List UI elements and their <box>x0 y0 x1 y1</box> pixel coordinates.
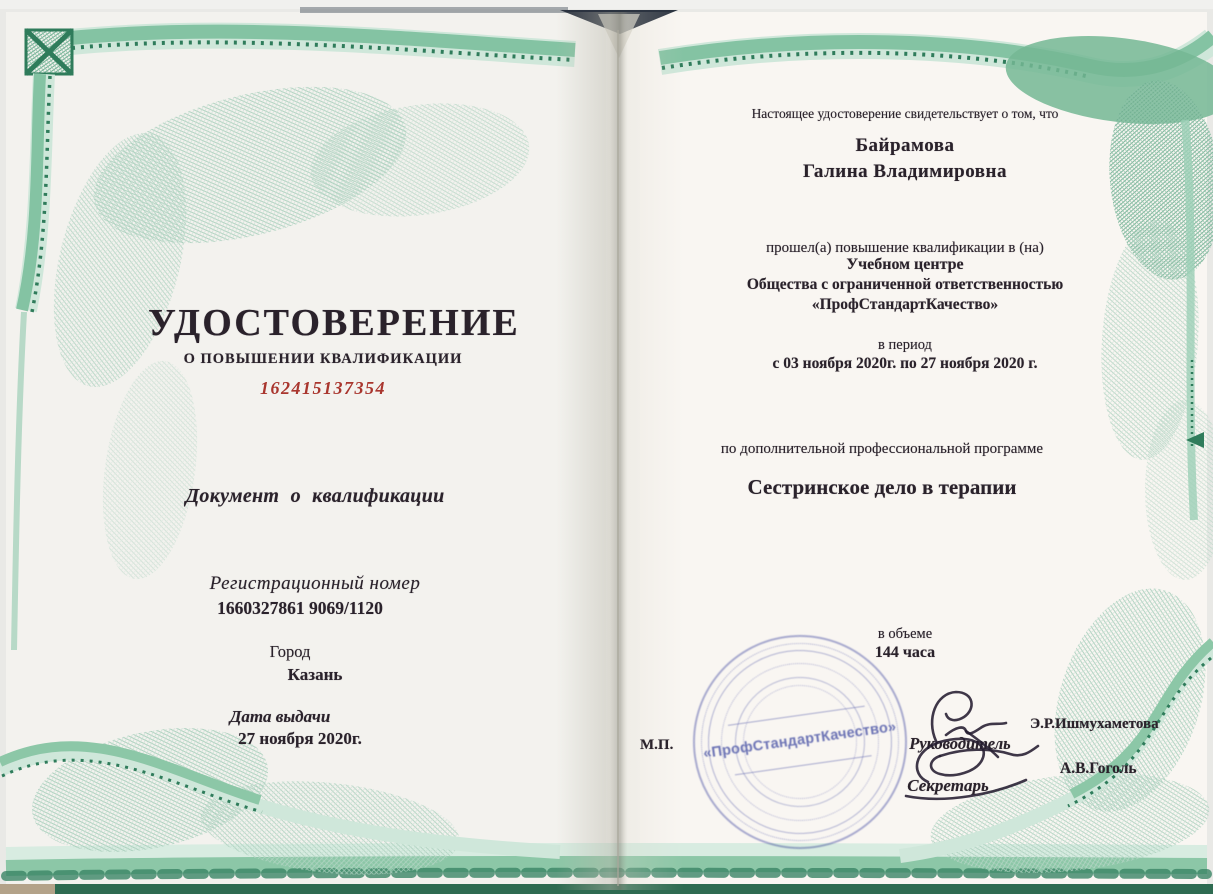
head-name: Э.Р.Ишмухаметова <box>1030 716 1159 732</box>
period-value: с 03 ноября 2020г. по 27 ноября 2020 г. <box>772 355 1038 372</box>
organization-line-1: Учебном центре <box>846 256 964 273</box>
document-type-label: Документ о квалификации <box>185 485 445 507</box>
program-value: Сестринское дело в терапии <box>747 475 1017 499</box>
issue-date-label: Дата выдачи <box>229 707 331 726</box>
organization-line-2: Общества с ограниченной ответственностью <box>746 276 1064 293</box>
city-label: Город <box>269 642 311 661</box>
volume-label: в объеме <box>877 626 933 642</box>
registration-number-label: Регистрационный номер <box>209 573 421 594</box>
secretary-signature-icon <box>898 724 1063 809</box>
holder-surname: Байрамова <box>855 135 955 156</box>
secretary-title-label: Секретарь <box>907 776 989 795</box>
stamp-center-text: «ПрофСтандартКачество» <box>702 718 898 762</box>
certificate-subtitle: О ПОВЫШЕНИИ КВАЛИФИКАЦИИ <box>183 351 463 367</box>
organization-line-3: «ПрофСтандартКачество» <box>811 296 999 313</box>
secretary-name: А.В.Гоголь <box>1060 760 1137 777</box>
volume-value: 144 часа <box>874 644 936 661</box>
holder-name: Галина Владимировна <box>803 161 1007 182</box>
course-line: прошел(а) повышение квалификации в (на) <box>766 240 1044 256</box>
seal-place-label: М.П. <box>640 737 674 753</box>
certificate-title: УДОСТОВЕРЕНИЕ <box>148 302 520 344</box>
head-title-label: Руководитель <box>909 734 1011 753</box>
registration-number-value: 1660327861 9069/1120 <box>217 598 383 618</box>
issue-date-value: 27 ноября 2020г. <box>238 729 362 748</box>
intro-line: Настоящее удостоверение свидетельствует о том, что <box>751 106 1059 121</box>
city-value: Казань <box>287 665 343 684</box>
program-label: по дополнительной профессиональной программе <box>720 441 1044 457</box>
blank-number: 162415137354 <box>260 378 386 398</box>
period-label: в период <box>878 337 932 353</box>
